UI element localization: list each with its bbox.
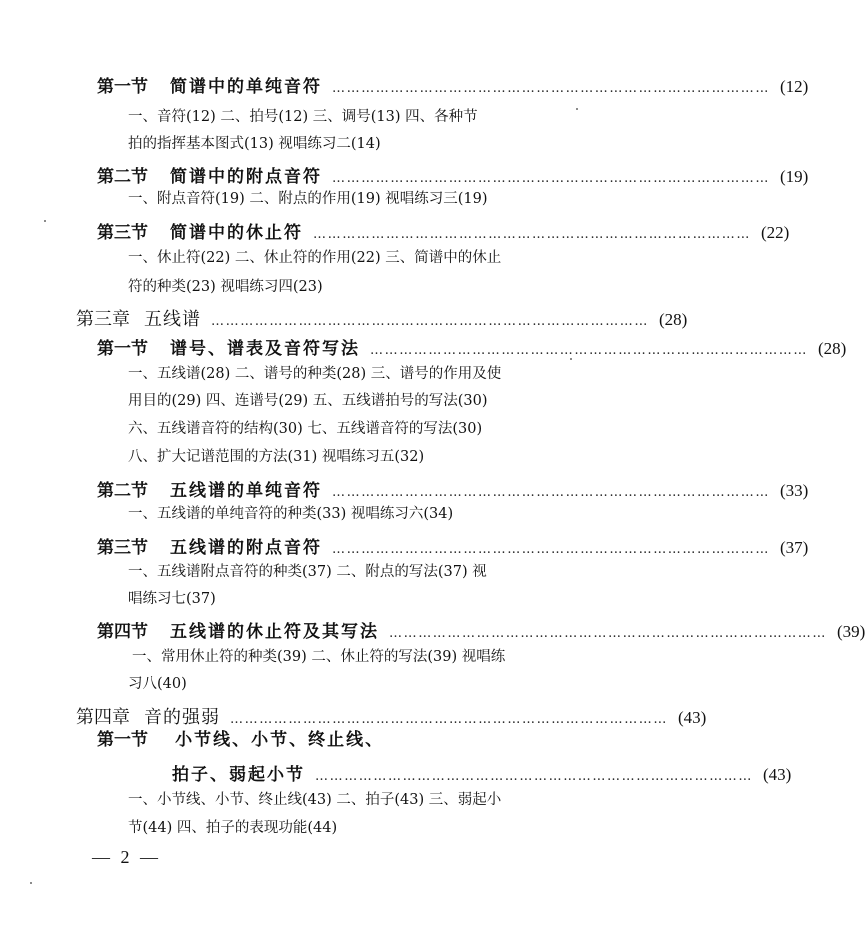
subentry-line: 用目的(29) 四、连谱号(29) 五、五线谱拍号的写法(30) [128,393,488,409]
section-label: 第一节 [97,730,148,750]
toc-entry-section [97,162,809,187]
toc-entry-section-cont [172,760,792,785]
toc-entry-chapter [76,703,707,729]
toc-entry-section [97,533,809,558]
toc-entry-section [97,617,865,642]
section-label: 第三节 [97,538,148,558]
page-ref: (19) [780,167,809,186]
toc-entry-chapter [76,305,688,331]
scan-speck [576,108,578,110]
page-ref: (12) [780,77,809,96]
section-label: 第一节 [97,77,148,97]
subentry-line: 一、附点音符(19) 二、附点的作用(19) 视唱练习三(19) [128,191,488,207]
toc-entry-section [97,732,384,749]
subentry-line: 一、音符(12) 二、拍号(12) 三、调号(13) 四、各种节 [128,109,478,125]
subentry-line: 符的种类(23) 视唱练习四(23) [128,279,323,295]
scan-speck [570,358,572,360]
subentry-line: 一、休止符(22) 二、休止符的作用(22) 三、简谱中的休止 [128,250,502,266]
toc-entry-section [97,334,847,359]
subentry-line: 节(44) 四、拍子的表现功能(44) [128,820,338,836]
toc-entry-section [97,476,809,501]
page-ref: (37) [780,538,809,557]
scan-speck [30,882,32,884]
subentry-line: 唱练习七(37) [128,591,216,607]
chapter-label: 第四章 [76,707,130,728]
section-label: 第二节 [97,167,148,187]
page-ref: (28) [659,310,688,329]
leader-dots: ……………………………………………………………………………… [332,81,770,96]
subentry-line: 一、常用休止符的种类(39) 二、休止符的写法(39) 视唱练 [132,649,506,665]
leader-dots: ……………………………………………………………………………… [389,626,827,641]
leader-dots: ……………………………………………………………………………… [230,712,668,727]
section-label: 第四节 [97,622,148,642]
subentry-line: 一、小节线、小节、终止线(43) 二、拍子(43) 三、弱起小 [128,792,502,808]
section-title: 简谱中的附点音符 [170,167,322,187]
chapter-label: 第三章 [76,309,130,330]
section-title: 五线谱的休止符及其写法 [170,622,379,642]
subentry-line: 一、五线谱附点音符的种类(37) 二、附点的写法(37) 视 [128,564,487,580]
section-label: 第三节 [97,223,148,243]
leader-dots: ……………………………………………………………………………… [332,485,770,500]
page-ref: (28) [818,339,847,358]
page-number: — 2 — [92,847,161,867]
leader-dots: ……………………………………………………………………………… [211,314,649,329]
scan-speck [44,220,46,222]
toc-entry-section [97,218,790,243]
page-ref: (33) [780,481,809,500]
page-ref: (43) [763,765,792,784]
subentry-line: 六、五线谱音符的结构(30) 七、五线谱音符的写法(30) [128,421,483,437]
section-title: 简谱中的休止符 [170,223,303,243]
section-title: 五线谱的附点音符 [170,538,322,558]
section-title-line2: 拍子、弱起小节 [172,765,305,785]
subentry-line: 一、五线谱的单纯音符的种类(33) 视唱练习六(34) [128,506,454,522]
subentry-line: 习八(40) [128,676,187,692]
leader-dots: ……………………………………………………………………………… [332,542,770,557]
section-label: 第一节 [97,339,148,359]
section-title: 五线谱的单纯音符 [170,481,322,501]
leader-dots: ……………………………………………………………………………… [332,171,770,186]
toc-entry-section [97,72,809,97]
leader-dots: ……………………………………………………………………………… [313,227,751,242]
section-title: 谱号、谱表及音符写法 [170,339,360,359]
subentry-line: 一、五线谱(28) 二、谱号的种类(28) 三、谱号的作用及使 [128,366,502,382]
page-ref: (43) [678,708,707,727]
leader-dots: ……………………………………………………………………………… [315,769,753,784]
page-ref: (39) [837,622,865,641]
subentry-line: 拍的指挥基本图式(13) 视唱练习二(14) [128,136,381,152]
leader-dots: ……………………………………………………………………………… [370,343,808,358]
section-title-line1: 小节线、小节、终止线、 [175,730,385,750]
section-title: 简谱中的单纯音符 [170,77,322,97]
subentry-line: 八、扩大记谱范围的方法(31) 视唱练习五(32) [128,449,425,465]
page-ref: (22) [761,223,790,242]
chapter-title: 五线谱 [144,309,201,330]
chapter-title: 音的强弱 [144,707,220,728]
section-label: 第二节 [97,481,148,501]
